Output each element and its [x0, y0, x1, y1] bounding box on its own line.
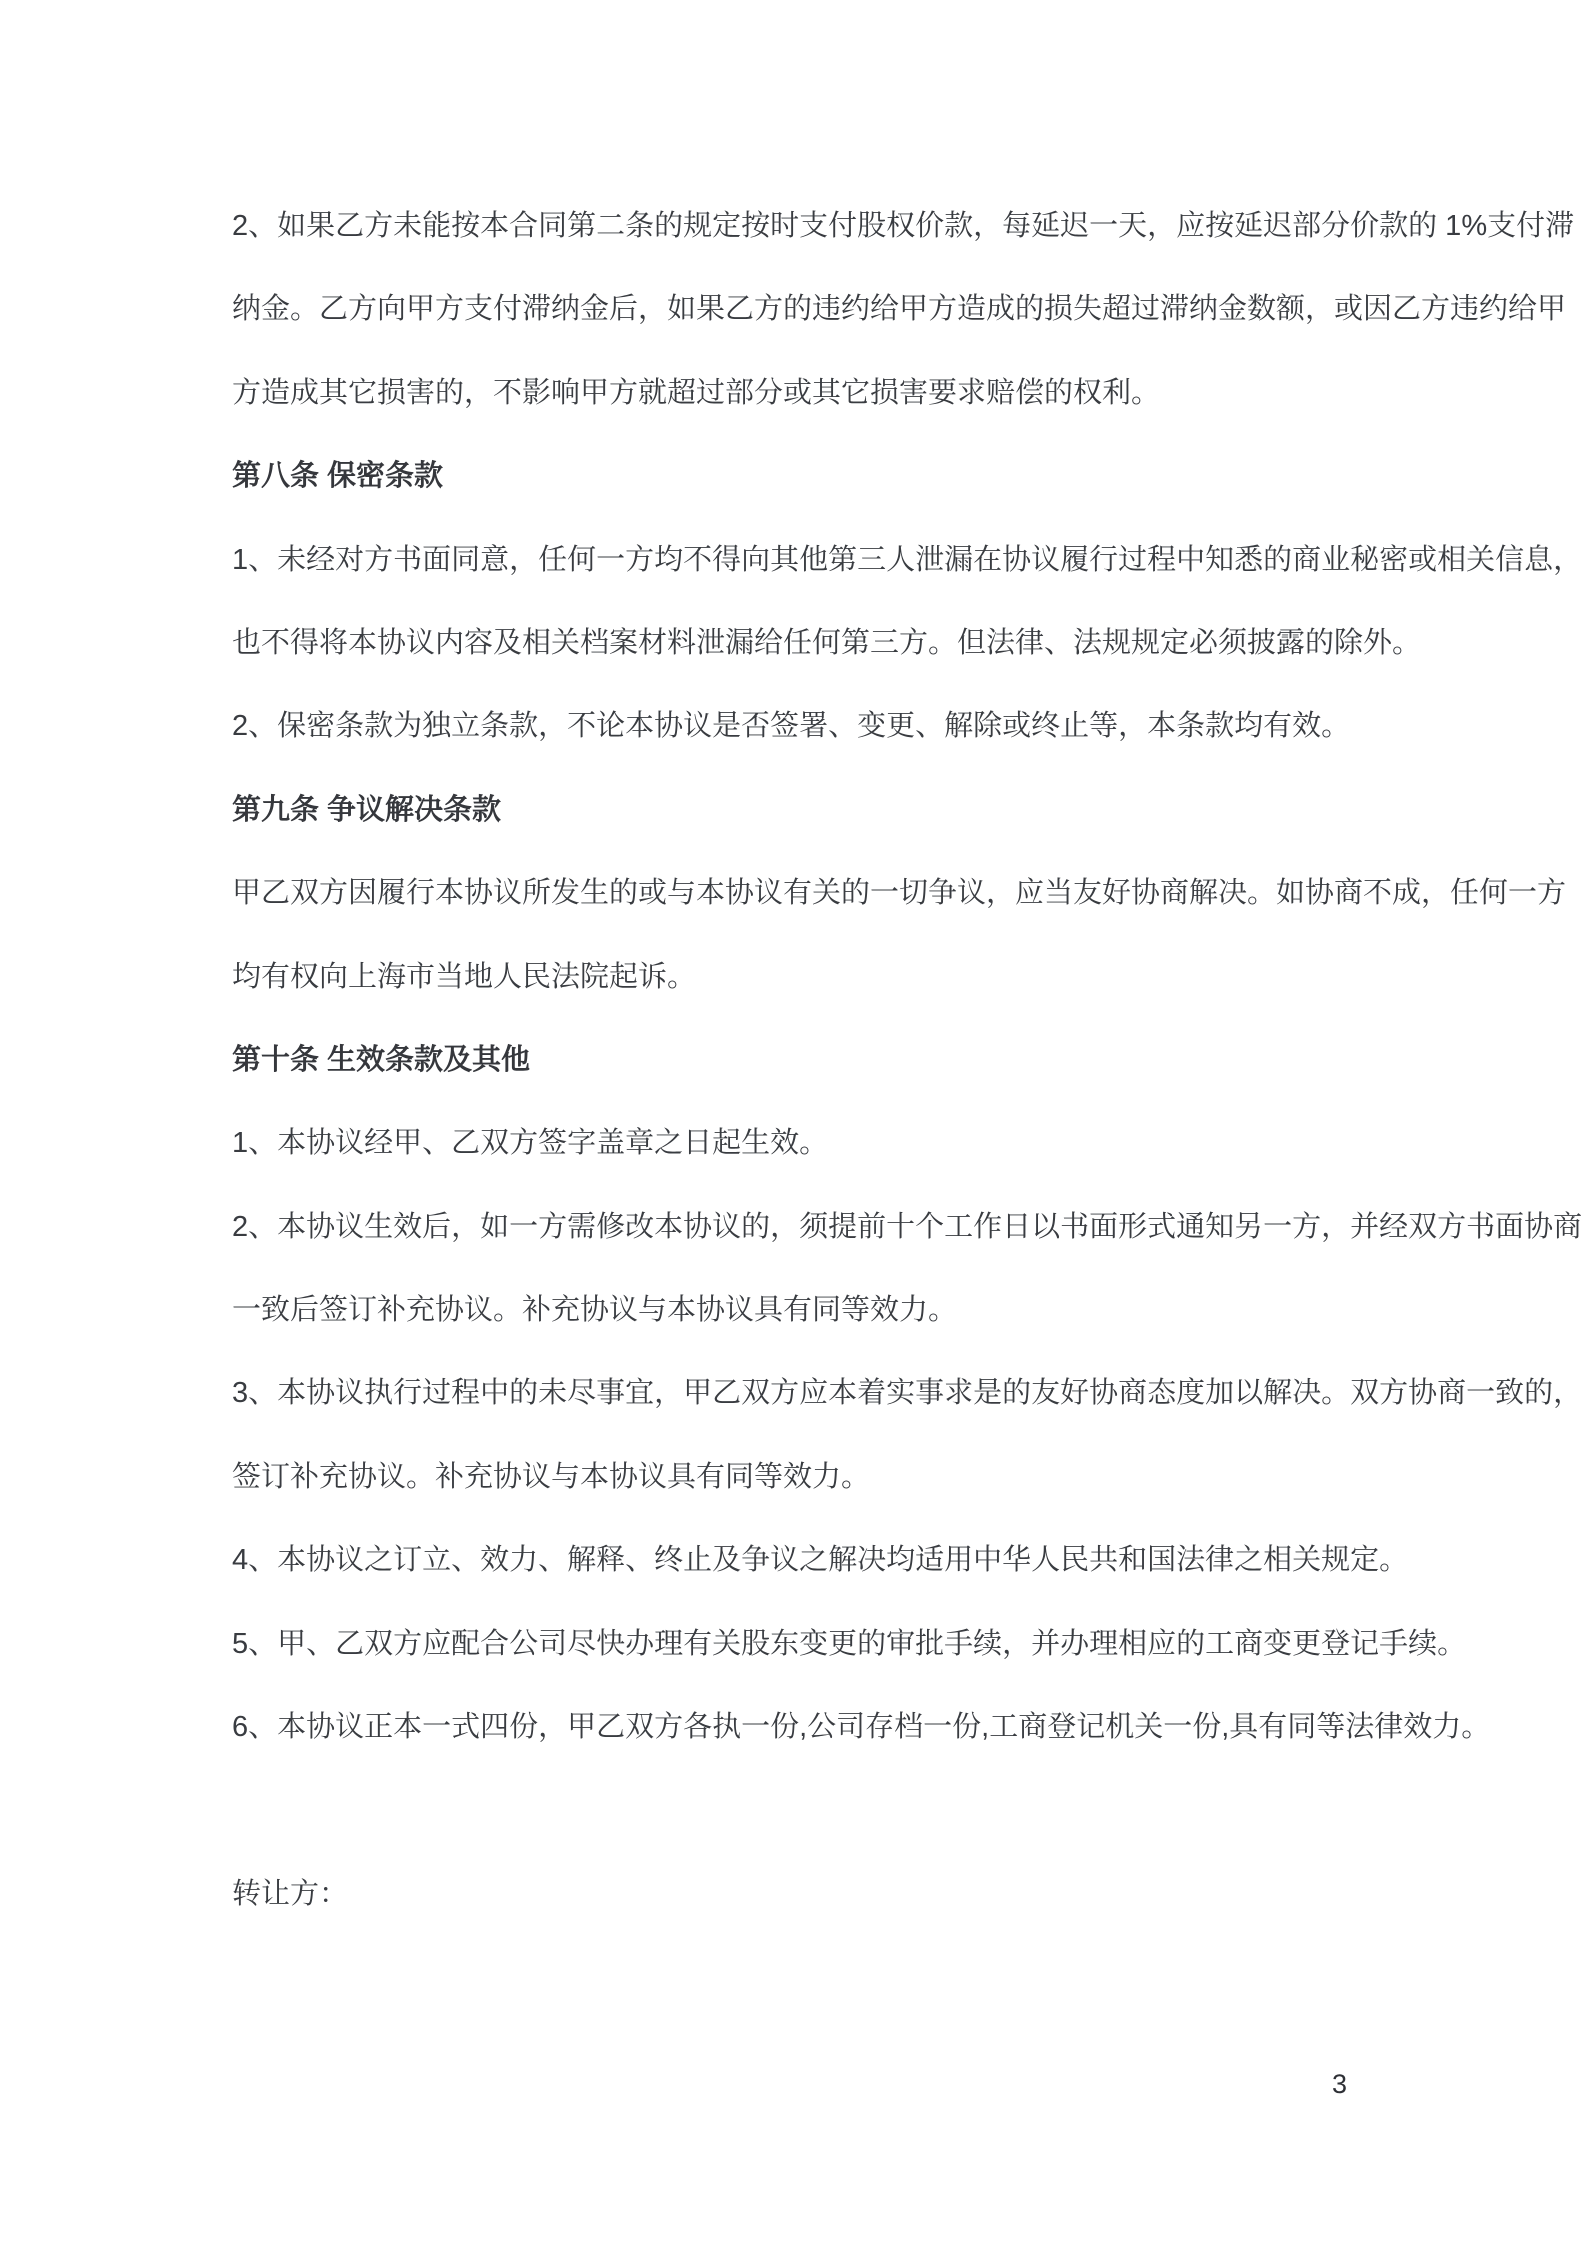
section-heading-article-9: 第九条 争议解决条款: [232, 793, 502, 826]
clause-penalty-line-1: 2、如果乙方未能按本合同第二条的规定按时支付股权价款，每延迟一天，应按延迟部分价款的 1%支付滞: [232, 210, 1575, 242]
section-heading-article-8: 第八条 保密条款: [232, 460, 444, 493]
page-number: 3: [1332, 2069, 1348, 2099]
section-heading-article-10: 第十条 生效条款及其他: [232, 1043, 531, 1076]
effectiveness-item-3-line-1: 3、本协议执行过程中的未尽事宜，甲乙双方应本着实事求是的友好协商态度加以解决。双方协商一致的，: [232, 1377, 1583, 1410]
dispute-clause-line-2: 均有权向上海市当地人民法院起诉。: [232, 960, 697, 993]
confidentiality-item-2: 2、保密条款为独立条款，不论本协议是否签署、变更、解除或终止等，本条款均有效。: [232, 710, 1351, 743]
dispute-clause-line-1: 甲乙双方因履行本协议所发生的或与本协议有关的一切争议，应当友好协商解决。如协商不成，任何一方: [232, 877, 1567, 910]
effectiveness-item-1: 1、本协议经甲、乙双方签字盖章之日起生效。: [232, 1127, 829, 1160]
effectiveness-item-4: 4、本协议之订立、效力、解释、终止及争议之解决均适用中华人民共和国法律之相关规定。: [232, 1544, 1409, 1577]
contract-body: [232, 185, 1583, 1936]
effectiveness-item-6: 6、本协议正本一式四份，甲乙双方各执一份,公司存档一份,工商登记机关一份,具有同等法律效力。: [232, 1711, 1491, 1744]
clause-penalty-line-2: 纳金。乙方向甲方支付滞纳金后，如果乙方的违约给甲方造成的损失超过滞纳金数额，或因乙方违约给甲: [232, 293, 1567, 326]
confidentiality-item-1-line-1: 1、未经对方书面同意，任何一方均不得向其他第三人泄漏在协议履行过程中知悉的商业秘密或相关信息，: [232, 543, 1583, 576]
clause-penalty-line-3: 方造成其它损害的，不影响甲方就超过部分或其它损害要求赔偿的权利。: [232, 376, 1161, 409]
confidentiality-item-1-line-2: 也不得将本协议内容及相关档案材料泄漏给任何第三方。但法律、法规规定必须披露的除外。: [232, 626, 1422, 659]
effectiveness-item-5: 5、甲、乙双方应配合公司尽快办理有关股东变更的审批手续，并办理相应的工商变更登记手续。: [232, 1627, 1467, 1660]
effectiveness-item-2-line-1: 2、本协议生效后，如一方需修改本协议的，须提前十个工作日以书面形式通知另一方，并经双方书面协商: [232, 1210, 1583, 1243]
blank-line: [232, 1769, 1354, 1852]
signature-transferor-label: 转让方：: [232, 1877, 349, 1910]
effectiveness-item-3-line-2: 签订补充协议。补充协议与本协议具有同等效力。: [232, 1460, 871, 1493]
effectiveness-item-2-line-2: 一致后签订补充协议。补充协议与本协议具有同等效力。: [232, 1294, 958, 1327]
